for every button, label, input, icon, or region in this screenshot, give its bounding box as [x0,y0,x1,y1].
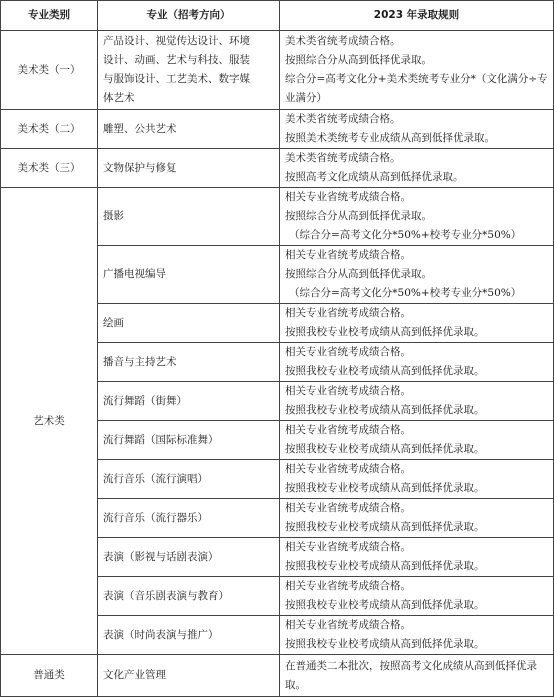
rule-line: 相关专业省统考成绩合格。 [285,191,411,203]
major-cell: 流行音乐（流行演唱） [98,460,280,499]
major-cell: 摄影 [98,188,280,246]
rules-cell [280,655,554,697]
header-category: 专业类别 [1,1,98,31]
rule-line: 按照综合分从高到低择优录取。 [285,268,432,280]
rule-line: （综合分=高考文化分*50%+校考专业分*50%） [289,229,522,241]
category-cell: 艺术类 [1,188,98,655]
table-row [1,110,554,149]
rule-line: 相关专业省统考成绩合格。 [285,541,411,553]
major-cell: 文化产业管理 [98,655,280,697]
rule-line: 相关专业省统考成绩合格。 [285,580,411,592]
major-cell: 表演（时尚表演与推广） [98,616,280,655]
table-row [1,188,554,246]
rules-cell [280,188,554,246]
rule-line: 相关专业省统考成绩合格。 [285,424,411,436]
major-line: 设计、动画、艺术与科技、服装 [103,54,250,66]
rule-line: 美术类省统考成绩合格。 [285,152,401,164]
rule-line: 按照美术类统考专业成绩从高到低择优录取。 [285,132,495,144]
major-cell: 流行舞蹈（国际标准舞） [98,421,280,460]
rule-line: 按照我校专业校考成绩从高到低择优录取。 [285,521,485,533]
major-cell: 播音与主持艺术 [98,343,280,382]
rules-cell [280,499,554,538]
rules-cell [280,460,554,499]
rules-cell [280,616,554,655]
rule-line: 在普通类二本批次，按照高考文化成绩从高到低择优录取。 [285,659,537,691]
major-cell: 流行音乐（流行器乐） [98,499,280,538]
rule-line: 相关专业省统考成绩合格。 [285,249,411,261]
rule-line: 美术类省统考成绩合格。 [285,113,401,125]
rules-cell [280,421,554,460]
rule-line: 按照我校专业校考成绩从高到低择优录取。 [285,404,485,416]
major-line: 与服饰设计、工艺美术、数字媒 [103,73,250,85]
major-line: 产品设计、视觉传达设计、环境 [103,35,250,47]
major-cell: 广播电视编导 [98,246,280,304]
header-rules: 2023 年录取规则 [280,1,554,31]
rule-line: 美术类省统考成绩合格。 [285,35,401,47]
table-row [1,31,554,110]
rule-line: 相关专业省统考成绩合格。 [285,346,411,358]
major-cell: 绘画 [98,304,280,343]
rules-cell [280,577,554,616]
table-header-row [1,1,554,31]
major-cell [98,31,280,110]
rule-line: 相关专业省统考成绩合格。 [285,463,411,475]
major-line: 体艺术 [103,92,135,104]
major-cell: 流行舞蹈（街舞） [98,382,280,421]
rule-line: 按照综合分从高到低择优录取。 [285,54,432,66]
rule-line: 相关专业省统考成绩合格。 [285,619,411,631]
rules-cell [280,246,554,304]
rule-line: 按照高考文化成绩从高到低择优录取。 [285,171,464,183]
rules-cell [280,538,554,577]
table-row [1,149,554,188]
rules-cell [280,343,554,382]
major-cell: 表演（音乐剧表演与教育） [98,577,280,616]
rules-cell [280,110,554,149]
major-cell: 表演（影视与话剧表演） [98,538,280,577]
category-cell: 美术类（三） [1,149,98,188]
rule-line: 相关专业省统考成绩合格。 [285,307,411,319]
major-cell: 雕塑、公共艺术 [98,110,280,149]
rule-line: 按照我校专业校考成绩从高到低择优录取。 [285,482,485,494]
category-cell: 美术类（一） [1,31,98,110]
rules-cell [280,382,554,421]
rule-line: 相关专业省统考成绩合格。 [285,502,411,514]
rule-line: （综合分=高考文化分*50%+校考专业分*50%） [289,287,522,299]
rule-line: 相关专业省统考成绩合格。 [285,385,411,397]
rule-line: 按照我校专业校考成绩从高到低择优录取。 [285,326,485,338]
rules-cell [280,304,554,343]
category-cell: 普通类 [1,655,98,697]
rule-line: 综合分=高考文化分+美术类统考专业分*（文化满分÷专业满分） [285,73,548,104]
rule-line: 按照我校专业校考成绩从高到低择优录取。 [285,443,485,455]
table-row [1,655,554,697]
rule-line: 按照我校专业校考成绩从高到低择优录取。 [285,365,485,377]
rules-cell [280,149,554,188]
major-cell: 文物保护与修复 [98,149,280,188]
rule-line: 按照我校专业校考成绩从高到低择优录取。 [285,638,485,650]
category-cell: 美术类（二） [1,110,98,149]
rule-line: 按照我校专业校考成绩从高到低择优录取。 [285,599,485,611]
rule-line: 按照我校专业校考成绩从高到低择优录取。 [285,560,485,572]
rule-line: 按照综合分从高到低择优录取。 [285,210,432,222]
rules-cell [280,31,554,110]
header-major: 专业（招考方向） [98,1,280,31]
